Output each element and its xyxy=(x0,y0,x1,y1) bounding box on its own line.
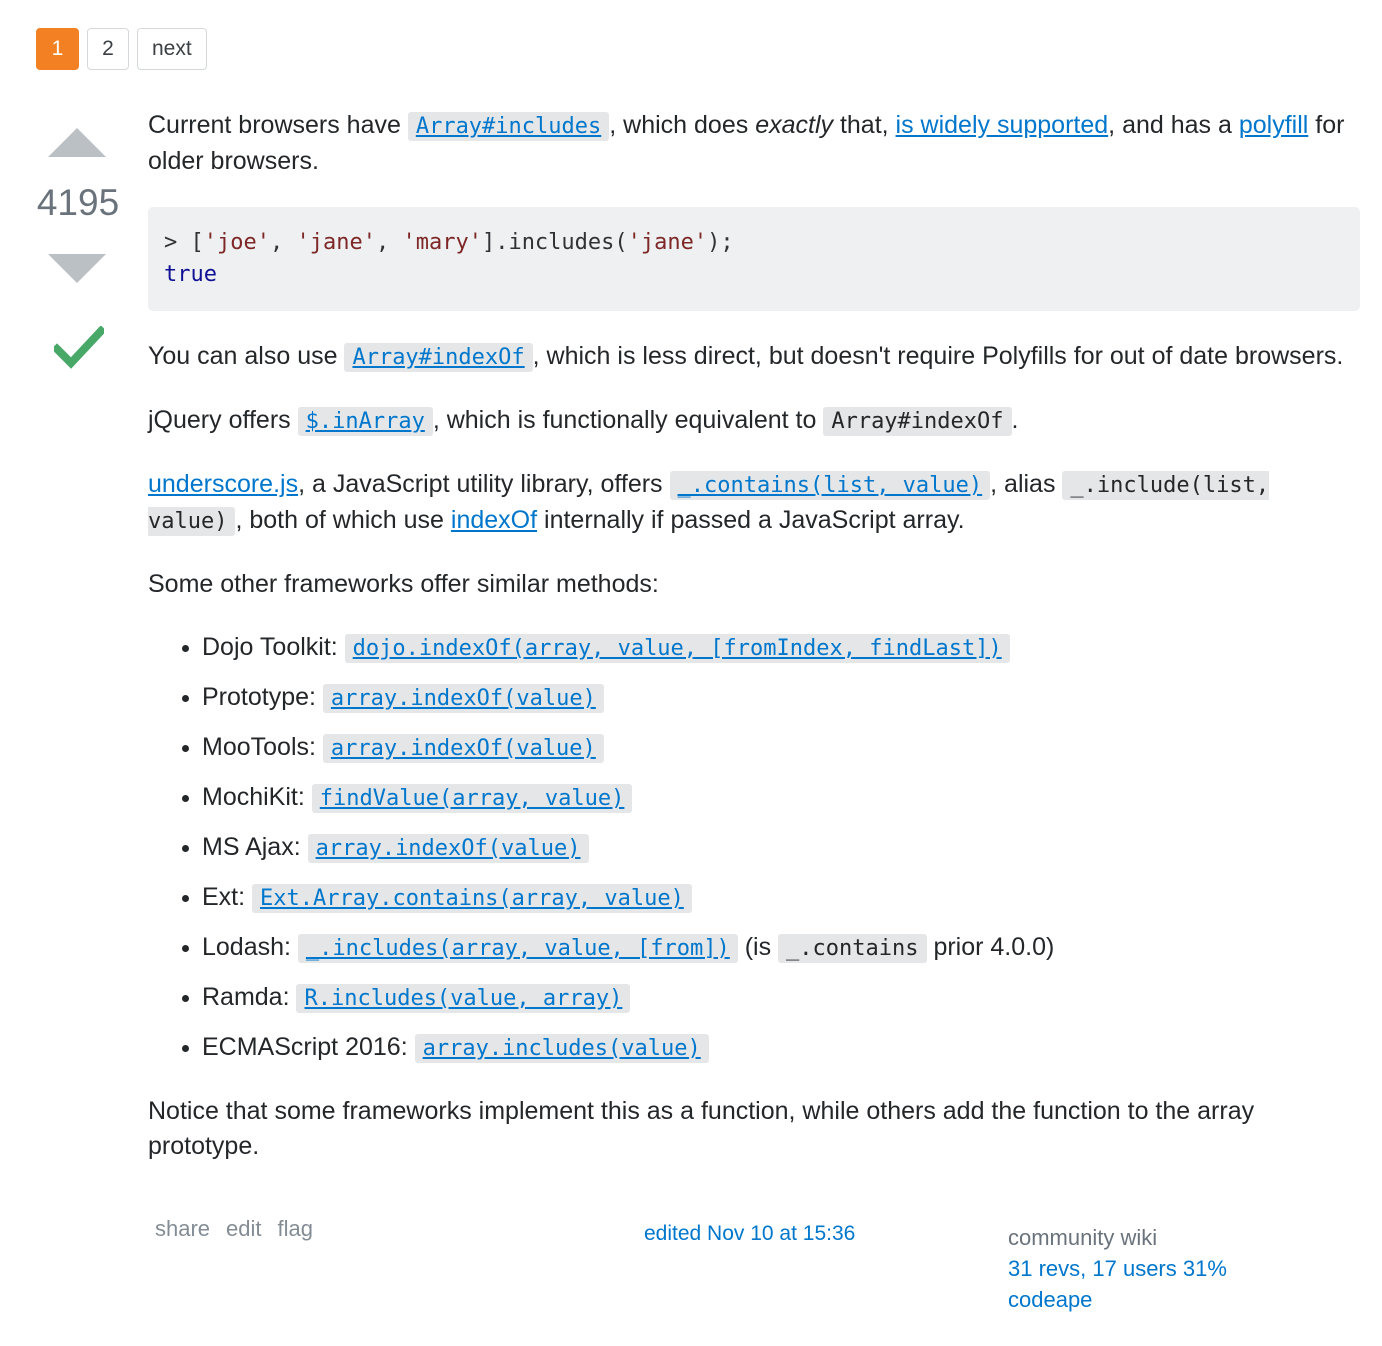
list-item: • Prototype: array.indexOf(value) xyxy=(202,680,1360,716)
upvote-arrow-icon[interactable] xyxy=(48,128,106,157)
ecmascript-includes-link[interactable]: array.includes(value) xyxy=(422,1036,701,1061)
msajax-indexof-link[interactable]: array.indexOf(value) xyxy=(315,836,581,861)
community-wiki-info xyxy=(1008,1222,1227,1315)
page-2-button[interactable]: 2 xyxy=(87,28,129,70)
accepted-check-icon xyxy=(54,326,104,372)
list-item: • MooTools: array.indexOf(value) xyxy=(202,730,1360,766)
inline-code xyxy=(415,1034,709,1063)
code-block: > ['joe', 'jane', 'mary'].includes('jane'); true xyxy=(148,207,1360,311)
inline-code xyxy=(308,834,589,863)
indexof-link[interactable]: indexOf xyxy=(450,506,538,534)
list-item: • Ext: Ext.Array.contains(array, value) xyxy=(202,880,1360,916)
list-item: • MS Ajax: array.indexOf(value) xyxy=(202,830,1360,866)
revisions-link[interactable]: 31 revs, 17 users 31% xyxy=(1008,1256,1227,1281)
inline-code xyxy=(312,784,633,813)
array-includes-link[interactable]: Array#includes xyxy=(415,114,602,139)
page-1-button[interactable]: 1 xyxy=(36,28,79,70)
polyfill-link[interactable]: polyfill xyxy=(1238,111,1309,139)
widely-supported-link[interactable]: is widely supported xyxy=(895,111,1109,139)
mootools-indexof-link[interactable]: array.indexOf(value) xyxy=(330,736,596,761)
paragraph: You can also use Array#indexOf , which is less direct, but doesn't require Polyfills for out of date browsers. xyxy=(148,342,1344,370)
user-link[interactable]: codeape xyxy=(1008,1287,1093,1312)
inline-code: _.contains xyxy=(778,934,926,963)
list-item: • Ramda: R.includes(value, array) xyxy=(202,980,1360,1016)
framework-list xyxy=(148,630,1360,1066)
edit-link[interactable]: edit xyxy=(226,1216,262,1241)
inline-code xyxy=(408,112,609,141)
list-item: • Lodash: _.includes(array, value, [from]) (is _.contains prior 4.0.0) xyxy=(202,930,1360,966)
inline-code: _.include(list, value) xyxy=(148,473,1270,534)
paragraph: Some other frameworks offer similar methods: xyxy=(148,570,659,598)
inline-code xyxy=(298,407,433,436)
inline-code xyxy=(323,734,604,763)
inline-code xyxy=(345,634,1010,663)
post-footer xyxy=(148,1212,1360,1332)
underscore-link[interactable]: underscore.js xyxy=(148,470,299,498)
downvote-arrow-icon[interactable] xyxy=(48,254,106,283)
edited-timestamp-link[interactable]: edited Nov 10 at 15:36 xyxy=(644,1222,856,1245)
inline-code xyxy=(323,684,604,713)
ext-contains-link[interactable]: Ext.Array.contains(array, value) xyxy=(260,886,684,911)
inline-code xyxy=(670,471,991,500)
mochikit-findvalue-link[interactable]: findValue(array, value) xyxy=(319,786,625,811)
paragraph: underscore.js, a JavaScript utility library, offers _.contains(list, value) , alias _.include(list, value) , both of which use indexOf internally if passed a JavaScript array. xyxy=(148,470,1270,534)
list-item: • MochiKit: findValue(array, value) xyxy=(202,780,1360,816)
vote-count: 4195 xyxy=(36,182,120,223)
dojo-indexof-link[interactable]: dojo.indexOf(array, value, [fromIndex, findLast]) xyxy=(352,636,1002,661)
share-link[interactable]: share xyxy=(155,1216,211,1241)
paragraph: jQuery offers $.inArray , which is functionally equivalent to Array#indexOf . xyxy=(148,406,1019,434)
inline-code xyxy=(344,343,532,372)
inline-code xyxy=(296,984,630,1013)
answer-body xyxy=(148,108,1360,1192)
list-item: • ECMAScript 2016: array.includes(value) xyxy=(202,1030,1360,1066)
array-indexof-link[interactable]: Array#indexOf xyxy=(352,345,525,370)
inline-code xyxy=(298,934,738,963)
post-menu xyxy=(155,1216,313,1242)
lodash-includes-link[interactable]: _.includes(array, value, [from]) xyxy=(305,936,730,961)
ramda-includes-link[interactable]: R.includes(value, array) xyxy=(304,986,623,1011)
jquery-inarray-link[interactable]: $.inArray xyxy=(305,409,425,434)
next-page-button[interactable]: next xyxy=(137,28,207,70)
list-item: • Dojo Toolkit: dojo.indexOf(array, value, [fromIndex, findLast]) xyxy=(202,630,1360,666)
pagination xyxy=(36,28,207,70)
paragraph: Current browsers have Array#includes , which does exactly that, is widely supported, and has a polyfill for older browsers. xyxy=(148,111,1345,175)
underscore-contains-link[interactable]: _.contains(list, value) xyxy=(677,473,983,498)
paragraph: Notice that some frameworks implement this as a function, while others add the function to the array prototype. xyxy=(148,1097,1255,1160)
flag-link[interactable]: flag xyxy=(277,1216,314,1241)
inline-code xyxy=(252,884,692,913)
community-wiki-label: community wiki xyxy=(1008,1225,1158,1250)
prototype-indexof-link[interactable]: array.indexOf(value) xyxy=(330,686,596,711)
inline-code: Array#indexOf xyxy=(823,407,1011,436)
